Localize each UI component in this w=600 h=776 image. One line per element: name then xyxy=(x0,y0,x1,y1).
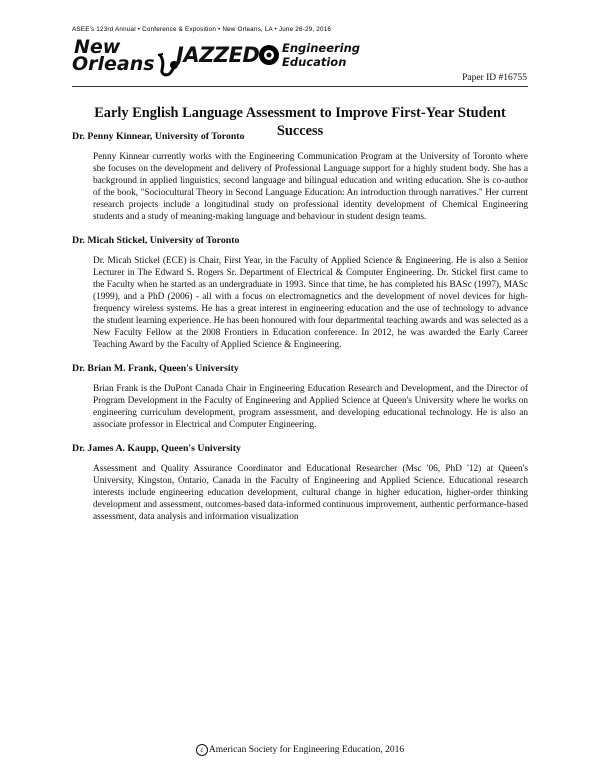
copyright-icon: c xyxy=(196,744,208,756)
conference-line: ASEE's 123rd Annual • Conference & Exposition • New Orleans, LA • June 26-29, 2016 xyxy=(72,26,332,33)
conference-logo xyxy=(72,38,372,82)
paper-id: Paper ID #16755 xyxy=(462,73,527,83)
copyright-text: American Society for Engineering Education, 2016 xyxy=(208,745,405,756)
logo-word-orleans: Orleans xyxy=(72,53,155,75)
paper-title: Early English Language Assessment to Improve First-Year Student Success xyxy=(94,105,506,139)
author-list xyxy=(72,130,528,534)
author-bio: Assessment and Quality Assurance Coordinator and Educational Researcher (Msc '06, PhD '12) at Queen's University, Kingston, Ontario, Canada in the Faculty of Engineering and Applied Science. Educational research interests include engineering education development, cultural change in higher education, higher-order thinking development and assessment, outcomes-based data-informed continuous improvement, authentic performance-based assessment, data analysis and information visualization xyxy=(93,464,528,522)
logo-word-jazzed: JAZZED xyxy=(176,43,260,67)
author-bio: Penny Kinnear currently works with the Engineering Communication Program at the University of Toronto where she focuses on the development and delivery of Professional Language support for a highly student body. She has a background in applied linguistics, second language and bilingual education and writing education. She is co-author of the book, "Sociocultural Theory in Second Language Education: An introduction through narratives." Her current research projects include a longitudinal study on professional identity development of Chemical Engineering students and a study of meaning-making language and behaviour in student design teams. xyxy=(93,152,528,222)
author-bio: Brian Frank is the DuPont Canada Chair in Engineering Education Research and Development, and the Director of Program Development in the Faculty of Engineering and Applied Science at Queen's University where he works on engineering curriculum development, program assessment, and developing educational technology. He is also an associate professor in Electrical and Computer Engineering. xyxy=(93,384,528,430)
copyright-footer xyxy=(0,744,600,756)
author-bio: Dr. Micah Stickel (ECE) is Chair, First Year, in the Faculty of Applied Science & Engineering. He is also a Senior Lecturer in The Edward S. Rogers Sr. Department of Electrical & Computer Engineering. Dr. Stickel first came to the Faculty when he started as an undergraduate in 1993. Since that time, he has completed his BASc (1997), MASc (1999), and a PhD (2006) - all with a focus on electromagnetics and the development of novel devices for high-frequency wireless systems. He has a great interest in engineering education and the use of technology to advance the student learning experience. He has been honoured with four departmental teaching awards and was selected as a New Faculty Fellow at the 2008 Frontiers in Education conference. In 2012, he was awarded the Early Career Teaching Award by the Faculty of Applied Science & Engineering. xyxy=(93,256,528,350)
conference-banner xyxy=(72,26,372,84)
author-name: Dr. Micah Stickel, University of Toronto xyxy=(72,235,240,246)
logo-tagline-engineering: Engineering xyxy=(282,41,361,55)
author-name: Dr. James A. Kaupp, Queen's University xyxy=(72,443,241,454)
author-name: Dr. Penny Kinnear, University of Toronto xyxy=(72,131,245,142)
logo-word-new: New xyxy=(74,36,121,58)
logo-tagline-education: Education xyxy=(282,55,347,69)
author-name: Dr. Brian M. Frank, Queen's University xyxy=(72,363,239,374)
gear-logo-icon xyxy=(258,44,280,66)
header-divider xyxy=(72,86,528,87)
